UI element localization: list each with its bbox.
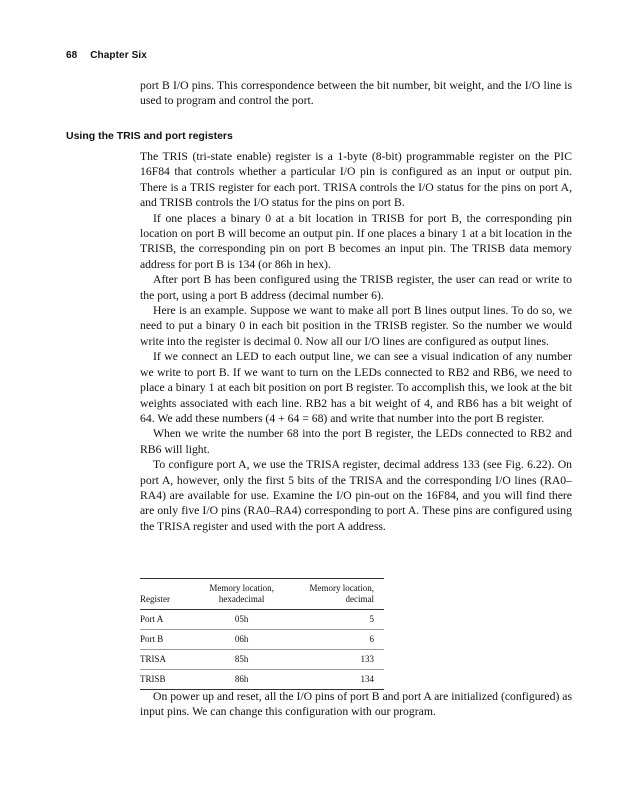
intro-paragraph: port B I/O pins. This correspondence between the bit number, bit weight, and the I/O line is used to program and control the port. [140,79,572,108]
section-heading: Using the TRIS and port registers [66,130,233,142]
register-address-table [140,578,384,690]
table-cell: TRISA [140,650,199,670]
table-row [140,610,384,630]
table-row [140,650,384,670]
table-cell: Port B [140,630,199,650]
paragraph: To configure port A, we use the TRISA register, decimal address 133 (see Fig. 6.22). On port A, however, only the first 5 bits of the TRISA and the corresponding I/O lines (RA0–RA4) are available for use. Examine the I/O pin-out on the 16F84, and you will find there are only five I/O pins (RA0–RA4) corresponding to port A. These pins are configured using the TRISA register and used with the port A address. [140,458,572,533]
paragraph: When we write the number 68 into the port B register, the LEDs connected to RB2 and RB6 will light. [140,427,572,456]
table-cell: 6 [286,630,384,650]
closing-paragraph: On power up and reset, all the I/O pins of port B and port A are initialized (configured) as input pins. We can change this configuration with our program. [140,690,573,719]
paragraph: After port B has been configured using the TRISB register, the user can read or write to the port, using a port B address (decimal number 6). [140,273,572,302]
table-cell: 86h [199,670,286,690]
chapter-title: Chapter Six [90,50,147,61]
table-cell: 5 [369,614,374,624]
paragraph: Here is an example. Suppose we want to make all port B lines output lines. To do so, we need to put a binary 0 in each bit position in the TRISB register. So the number we would write into the register is decimal 0. Now all our I/O lines are configured as output lines. [140,304,572,348]
table-header-row [140,579,384,610]
column-header: Memory location, hexadecimal [199,579,286,610]
table-cell: TRISB [140,670,199,690]
closing-text [140,689,572,720]
paragraph: If one places a binary 0 at a bit location in TRISB for port B, the corresponding pin location on port B will become an output pin. If one places a binary 1 at a bit location in the TRISB, the corresponding pin on port B becomes an input pin. The TRISB data memory address for port B is 134 (or 86h in hex). [140,211,572,271]
running-header [66,50,147,61]
column-header: Register [140,579,199,610]
table-cell: 134 [286,670,384,690]
section-body [140,149,572,534]
table-cell: 06h [199,630,286,650]
table-row [140,630,384,650]
table-cell: 133 [286,650,384,670]
paragraph: The TRIS (tri-state enable) register is a 1-byte (8-bit) programmable register on the PIC 16F84 that controls whether a particular I/O pin is configured as an input or output pin. There is a TRIS register for each port. TRISA controls the I/O status for the pins on port A, and TRISB controls the I/O status for the pins on port B. [140,150,572,210]
table-cell: Port A [140,614,164,624]
table-cell: 05h [234,614,249,624]
table-row [140,670,384,690]
table-cell: 85h [199,650,286,670]
page-number: 68 [66,50,78,61]
intro-text [140,78,572,109]
paragraph: If we connect an LED to each output line, we can see a visual indication of any number we write to port B. If we want to turn on the LEDs connected to RB2 and RB6, we need to place a binary 1 at each bit position on port B register. To accomplish this, we look at the bit weights associated with each line. RB2 has a bit weight of 4, and RB6 has a bit weight of 64. We add these numbers (4 + 64 = 68) and write that number into the port B register. [140,350,572,425]
column-header: Memory location, decimal [286,579,384,610]
